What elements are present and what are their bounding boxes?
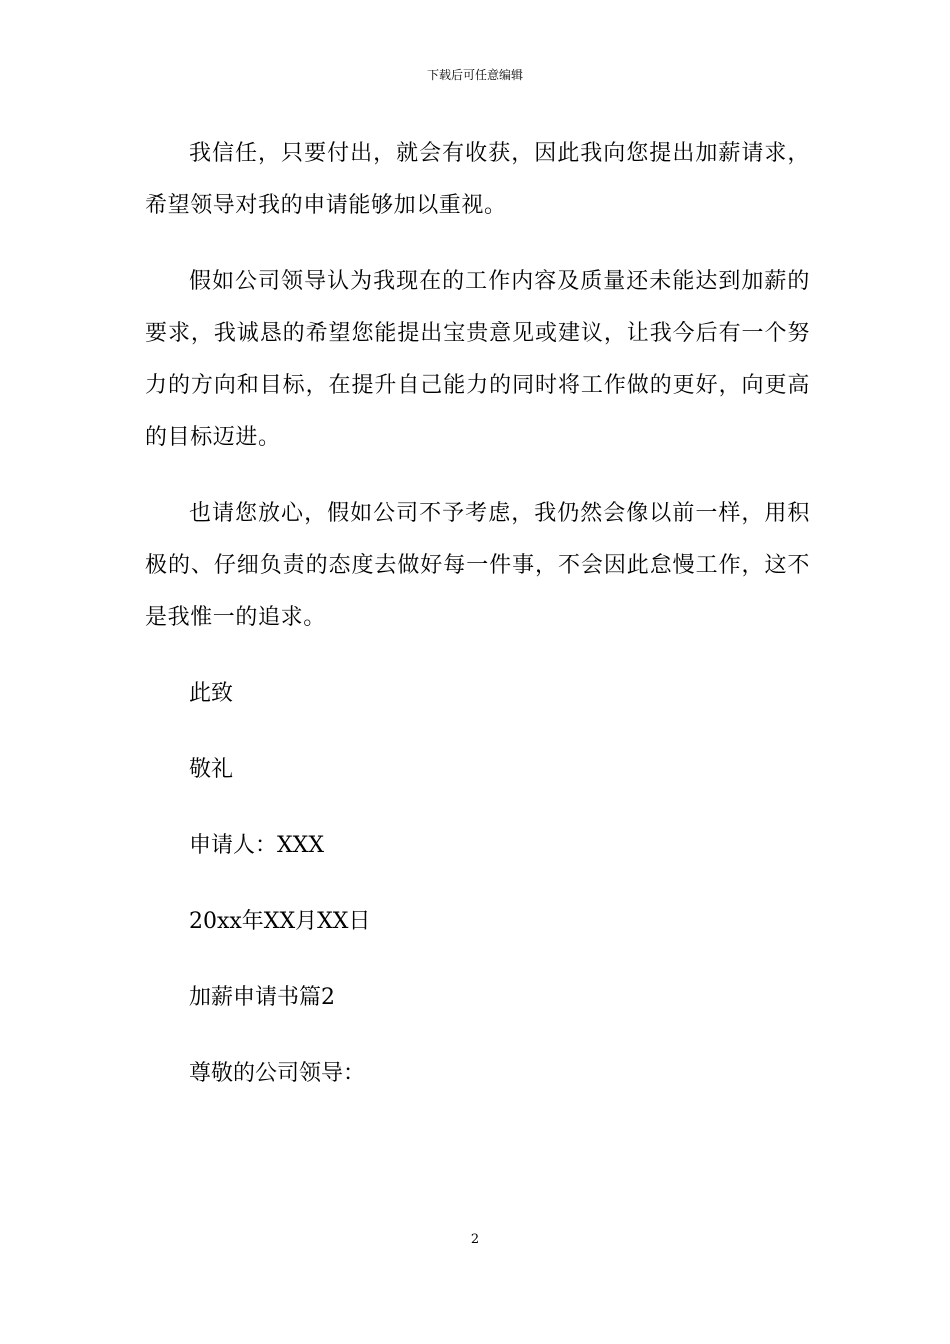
section-title: 加薪申请书篇2 [189,985,335,1010]
page-header: 下载后可任意编辑 [426,68,523,82]
salute-line: 敬礼 [189,757,234,782]
closing-line: 此致 [189,681,234,706]
page-number: 2 [470,1232,480,1247]
paragraph-2: 假如公司领导认为我现在的工作内容及质量还未能达到加薪的要求，我诚恳的希望您能提出宝贵意见或建议，让我今后有一个努力的方向和目标，在提升自己能力的同时将工作做的更好，向更高的目标迈进。 [145,269,810,450]
paragraph-1: 我信任，只要付出，就会有收获，因此我向您提出加薪请求，希望领导对我的申请能够加以重视。 [145,141,810,218]
greeting-line: 尊敬的公司领导： [189,1061,366,1086]
document-body [145,128,810,1124]
paragraph-3: 也请您放心，假如公司不予考虑，我仍然会像以前一样，用积极的、仔细负责的态度去做好每一件事，不会因此怠慢工作，这不是我惟一的追求。 [145,501,810,630]
applicant-line: 申请人：XXX [189,833,324,858]
date-line: 20xx年XX月XX日 [189,909,371,934]
